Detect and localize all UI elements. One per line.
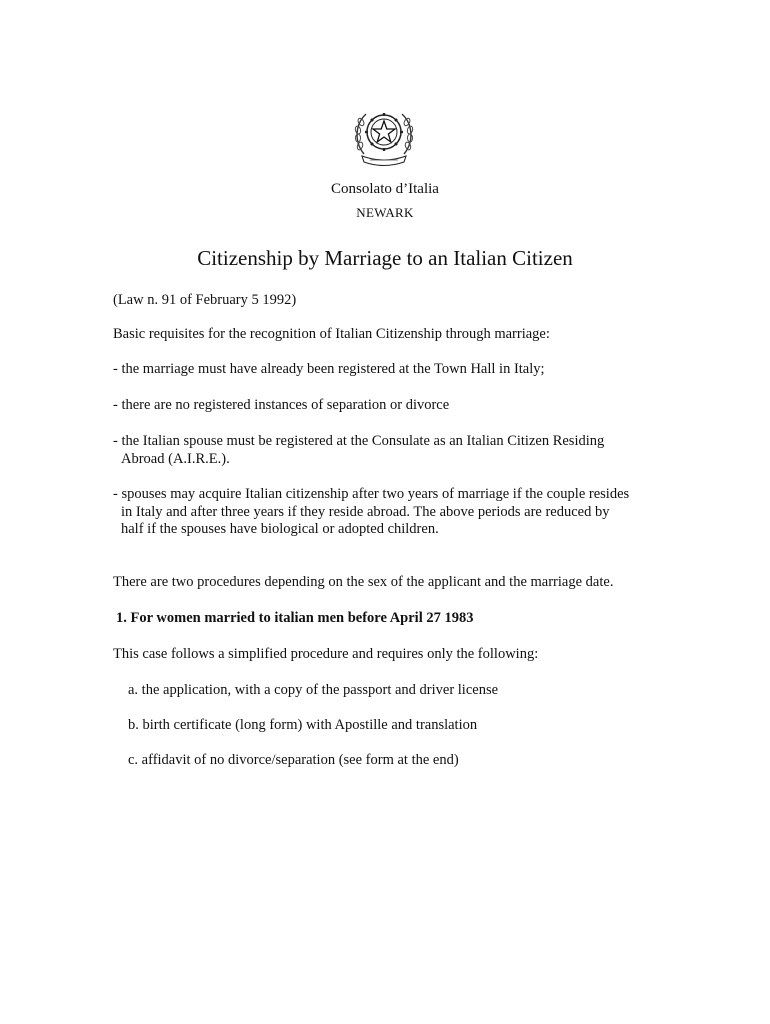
requisite-item-continuation: half if the spouses have biological or adopted children.: [121, 521, 439, 537]
section-heading: 1. For women married to italian men before April 27 1983: [116, 610, 474, 626]
requirement-item: a. the application, with a copy of the passport and driver license: [128, 682, 499, 698]
requirement-item: c. affidavit of no divorce/separation (see form at the end): [128, 752, 459, 768]
italian-republic-emblem-icon: [350, 102, 418, 170]
procedures-intro: There are two procedures depending on the sex of the applicant and the marriage date.: [113, 574, 614, 590]
consulate-name: Consolato d’Italia: [331, 181, 439, 197]
consulate-city: NEWARK: [356, 205, 414, 220]
requisite-item-continuation: in Italy and after three years if they reside abroad. The above periods are reduced by: [121, 504, 610, 520]
requisite-item-continuation: Abroad (A.I.R.E.).: [121, 451, 230, 467]
requisite-item: - there are no registered instances of separation or divorce: [113, 397, 450, 413]
section-intro: This case follows a simplified procedure and requires only the following:: [113, 646, 539, 662]
requisite-item: - the Italian spouse must be registered at the Consulate as an Italian Citizen Residing: [113, 433, 605, 449]
requisite-item: - the marriage must have already been registered at the Town Hall in Italy;: [113, 361, 545, 377]
requirement-item: b. birth certificate (long form) with Apostille and translation: [128, 717, 478, 733]
requisites-intro: Basic requisites for the recognition of Italian Citizenship through marriage:: [113, 326, 550, 342]
requisite-item: - spouses may acquire Italian citizenship after two years of marriage if the couple resides: [113, 486, 630, 502]
document-title: Citizenship by Marriage to an Italian Citizen: [197, 246, 573, 270]
law-reference: (Law n. 91 of February 5 1992): [113, 292, 297, 308]
